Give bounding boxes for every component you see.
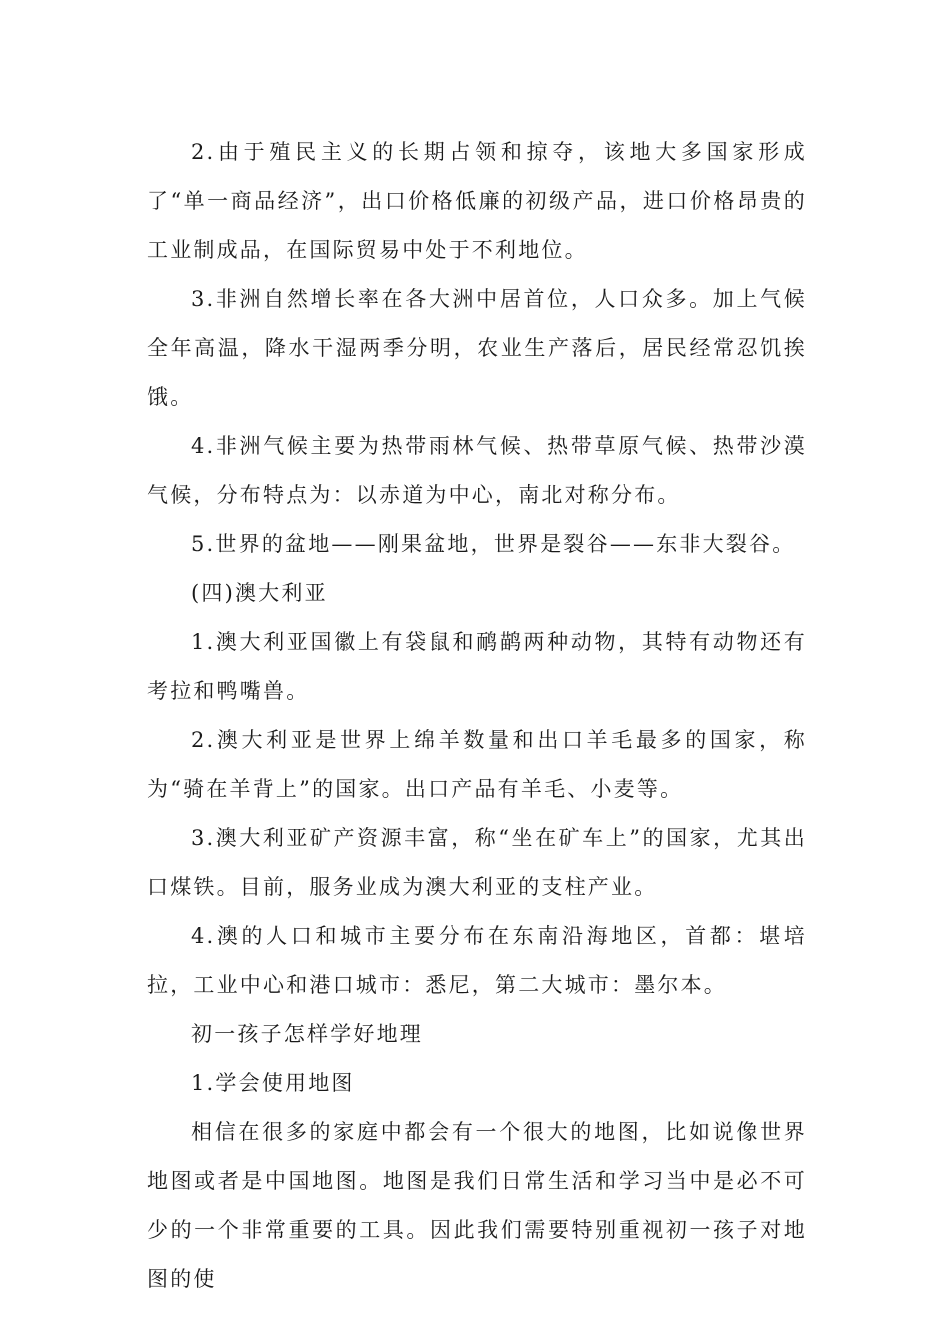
paragraph-maps-importance: 相信在很多的家庭中都会有一个很大的地图，比如说像世界地图或者是中国地图。地图是我们日常生活和学习当中是必不可少的一个非常重要的工具。因此我们需要特别重视初一孩子对地图的使	[147, 1120, 807, 1291]
paragraph-australia-animals: 1.澳大利亚国徽上有袋鼠和鸸鹋两种动物，其特有动物还有考拉和鸭嘴兽。	[147, 630, 807, 703]
section-heading-australia: (四)澳大利亚	[191, 581, 328, 605]
paragraph-australia-minerals: 3.澳大利亚矿产资源丰富，称“坐在矿车上”的国家，尤其出口煤铁。目前，服务业成为澳大利亚的支柱产业。	[147, 826, 807, 899]
document-body	[147, 128, 807, 1304]
paragraph-africa-basin-rift: 5.世界的盆地——刚果盆地，世界是裂谷——东非大裂谷。	[191, 532, 796, 556]
subheading-use-maps: 1.学会使用地图	[191, 1071, 355, 1095]
paragraph-australia-cities: 4.澳的人口和城市主要分布在东南沿海地区，首都：堪培拉，工业中心和港口城市：悉尼，第二大城市：墨尔本。	[147, 924, 807, 997]
paragraph-africa-climate: 4.非洲气候主要为热带雨林气候、热带草原气候、热带沙漠气候，分布特点为：以赤道为中心，南北对称分布。	[147, 434, 807, 507]
section-heading-study-geography: 初一孩子怎样学好地理	[191, 1022, 423, 1046]
paragraph-africa-population: 3.非洲自然增长率在各大洲中居首位，人口众多。加上气候全年高温，降水干湿两季分明，农业生产落后，居民经常忍饥挨饿。	[147, 287, 807, 409]
paragraph-africa-economy: 2.由于殖民主义的长期占领和掠夺，该地大多国家形成了“单一商品经济”，出口价格低廉的初级产品，进口价格昂贵的工业制成品，在国际贸易中处于不利地位。	[147, 140, 807, 262]
paragraph-australia-sheep: 2.澳大利亚是世界上绵羊数量和出口羊毛最多的国家，称为“骑在羊背上”的国家。出口产品有羊毛、小麦等。	[147, 728, 807, 801]
